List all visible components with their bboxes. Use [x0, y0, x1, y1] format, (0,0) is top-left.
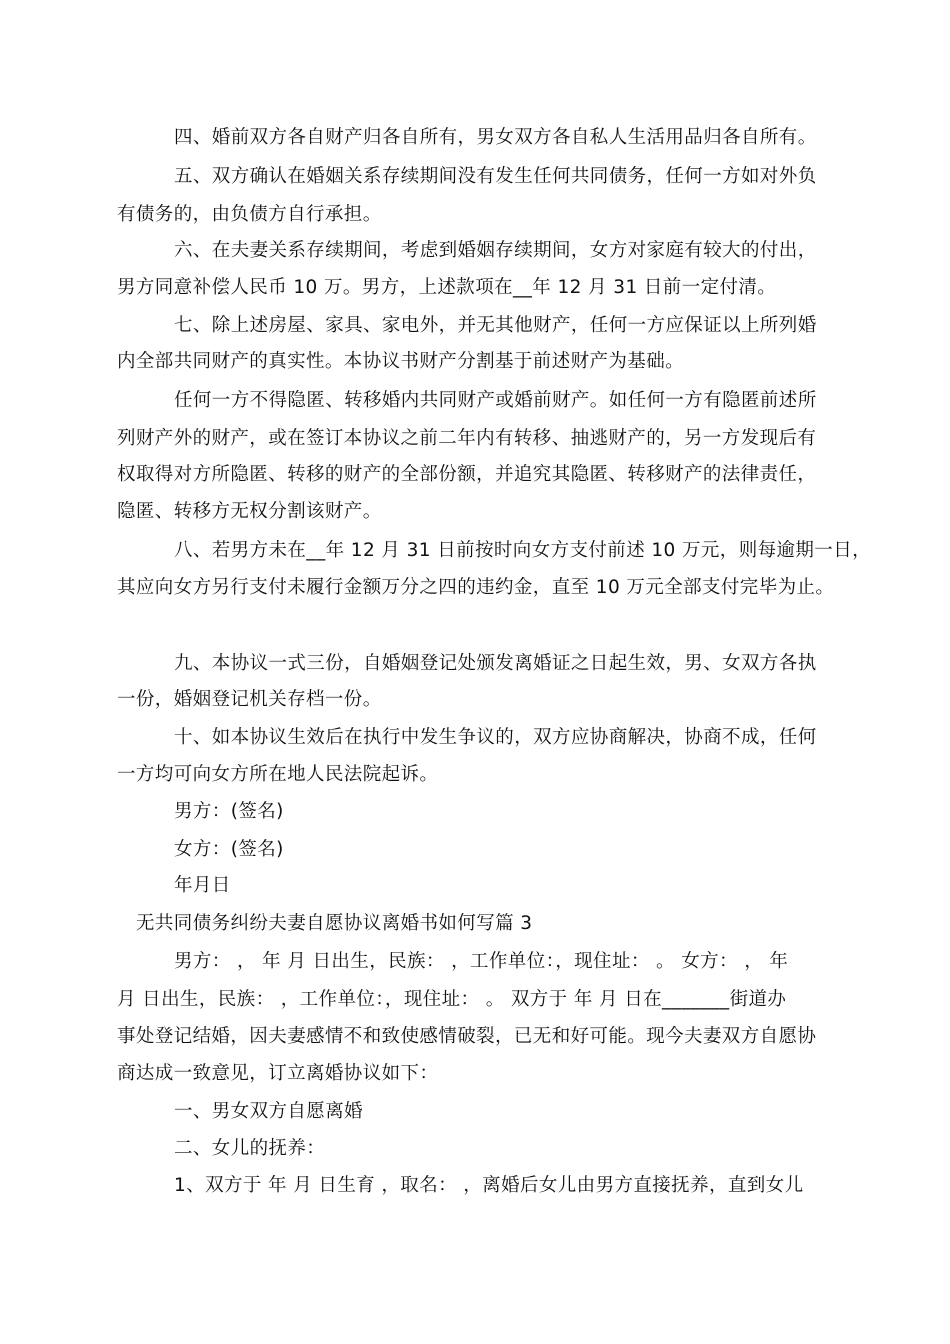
clause-6-line-1: 六、在夫妻关系存续期间，考虑到婚姻存续期间，女方对家庭有较大的付出， [174, 240, 817, 261]
clause-9-line-2: 一份，婚姻登记机关存档一份。 [117, 689, 382, 710]
male-signature-line: 男方：(签名) [174, 801, 284, 822]
clause-5-line-1: 五、双方确认在婚姻关系存续期间没有发生任何共同债务，任何一方如对外负 [174, 166, 817, 187]
clause-10-line-1: 十、如本协议生效后在执行中发生争议的，双方应协商解决，协商不成，任何 [174, 727, 817, 748]
agreement-item-1: 一、男女双方自愿离婚 [174, 1101, 364, 1122]
clause-6-line-2: 男方同意补偿人民币 10 万。男方，上述款项在__年 12 月 31 日前一定付清。 [117, 277, 777, 298]
parties-line-4: 商达成一致意见，订立离婚协议如下： [117, 1063, 439, 1084]
clause-9-line-1: 九、本协议一式三份，自婚姻登记处颁发离婚证之日起生效，男、女双方各执 [174, 653, 817, 674]
clause-8-line-1: 八、若男方未在__年 12 月 31 日前按时向女方支付前述 10 万元，则每逾期一日， [174, 540, 872, 561]
concealment-line-1: 任何一方不得隐匿、转移婚内共同财产或婚前财产。如任何一方有隐匿前述所 [174, 390, 817, 411]
concealment-line-4: 隐匿、转移方无权分割该财产。 [117, 501, 382, 522]
clause-7-line-2: 内全部共同财产的真实性。本协议书财产分割基于前述财产为基础。 [117, 351, 685, 372]
clause-8-line-2: 其应向女方另行支付未履行金额万分之四的违约金，直至 10 万元全部支付完毕为止。 [117, 577, 835, 598]
date-line: 年月日 [174, 875, 231, 896]
parties-line-1: 男方： ， 年 月 日出生，民族： ，工作单位：，现住址： 。 女方： ， 年 [174, 951, 789, 972]
clause-5-line-2: 有债务的，由负债方自行承担。 [117, 204, 382, 225]
agreement-item-2: 二、女儿的抚养： [174, 1138, 326, 1159]
parties-line-2: 月 日出生，民族： ，工作单位：，现住址： 。 双方于 年 月 日在_______街道办 [117, 989, 787, 1010]
parties-line-3: 事处登记结婚，因夫妻感情不和致使感情破裂，已无和好可能。现今夫妻双方自愿协 [117, 1026, 817, 1047]
concealment-line-3: 权取得对方所隐匿、转移的财产的全部份额，并追究其隐匿、转移财产的法律责任， [117, 464, 817, 485]
concealment-line-2: 列财产外的财产，或在签订本协议之前二年内有转移、抽逃财产的，另一方发现后有 [117, 428, 817, 449]
clause-7-line-1: 七、除上述房屋、家具、家电外，并无其他财产，任何一方应保证以上所列婚 [174, 315, 817, 336]
clause-10-line-2: 一方均可向女方所在地人民法院起诉。 [117, 764, 439, 785]
clause-4-line-1: 四、婚前双方各自财产归各自所有，男女双方各自私人生活用品归各自所有。 [174, 127, 817, 148]
female-signature-line: 女方：(签名) [174, 839, 284, 860]
custody-item-1: 1、双方于 年 月 日生育 ，取名： ，离婚后女儿由男方直接抚养，直到女儿 [174, 1175, 804, 1196]
section-heading: 无共同债务纠纷夫妻自愿协议离婚书如何写篇 3 [136, 913, 533, 934]
